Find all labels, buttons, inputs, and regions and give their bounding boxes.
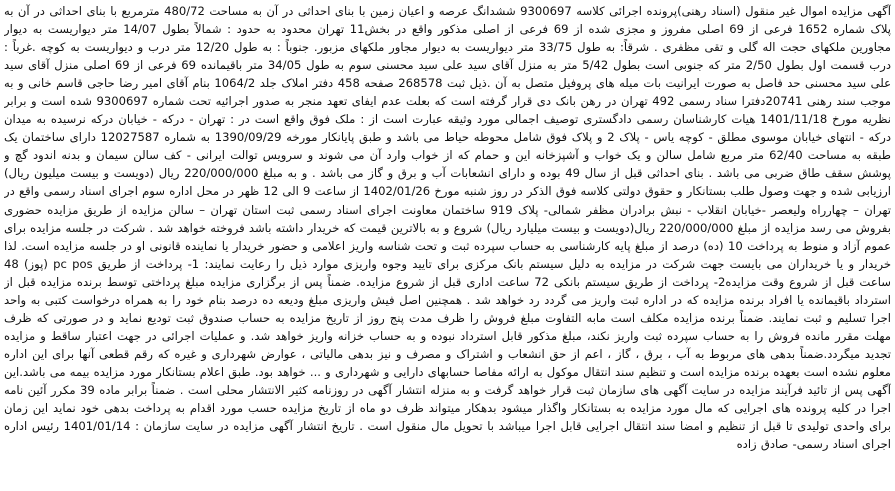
notice-body-text: آگهی مزایده اموال غیر منقول (اسناد رهنی)پرونده اجرائی کلاسه 9300697 ششدانگ عرصه و اعیان زمین با بنای احداثی در آن به مساحت 480/72 مترمربع با بنای احداثی در آن به پلاک شماره 1652 فرعی از 69 اصلی مفروز و مجزی شده از 69 فرعی از اصلی مذکور واقع در بخش11 تهران محدود به حدود : شمالاً بطول 14/07 متر دیواریست به دیوار مجاورین ملکهای حجت اله گلی و تقی مظفری . شرقاً: به طول 33/75 متر دیواریست به دیوار مجاور ملکهای مزبور. جنوباً : به طول 12/20 متر درب و دیواریست به کوچه .غرباً : درب قسمت اول بطول 2/50 متر که جنوبی است بطول 5/42 متر به منزل آقای سید علی سید محسنی سوم به طول 34/05 متر باقیمانده 69 فرعی از 69 اصلی منزل آقای سید علی سید محسنی حد فاصل به صورت ایرانیت بات میله های پروفیل متصل به آن .ذیل ثبت 268578 صفحه 458 دفتر املاک جلد 1064/2 بنام آقای امیر رضا حاجی قاسم خانی و به موجب سند رهنی 20741دفترا سناد رسمی 492 تهران در رهن بانک دی قرار گرفته است که بعلت عدم ایفای تعهد منجر به صدور اجرائیه تحت شماره 9300697 شده است و برابر نظریه مورخ 1401/11/18 هیات کارشناسان رسمی دادگستری توصیف اجمالی مورد وثیقه عبارت است از : ملک فوق واقع است در : تهران - درکه - خیابان درکه نرسیده به میدان درکه - انتهای خیابان موسوی مطلق - کوچه یاس - پلاک 2 و پلاک فوق شامل محوطه حیاط می باشد و طبق پایانکار مورخه 1390/09/29 به شماره 12027587 دارای ساختمان یک طبقه به مساحت 62/40 متر مربع شامل سالن و یک خواب و آشپزخانه این و حمام که از خواب وارد آن می شوند و سرویس توالت ایرانی - کف سالن سیمان و بدنه اندود گچ و پوشش سقف طاق ضربی می باشد . بنای احداثی قبل از سال 49 بوده و دارای انشعابات آب و برق و گاز می باشد . و به مبلغ 220/000/000 ریال (دویست و بیست میلیون ریال) ارزیابی شده و جهت وصول طلب بستانکار و حقوق دولتی کلاسه فوق الذکر در روز شنبه مورخ 1402/01/26 از ساعت 9 الی 12 ظهر در محل اداره سوم اجرای اسناد رسمی واقع در تهران – چهارراه ولیعصر -خیابان انقلاب - نبش برادران مظفر شمالی- پلاک 919 ساختمان معاونت اجرای اسناد رسمی ثبت استان تهران – سالن مزایده از طریق مزایده حضوری بفروش می رسد مزایده از مبلغ 220/000/000 ریال(دویست و بیست میلیارد ریال) شروع و به بالاترین قیمت که خریدار داشته باشد فروخته خواهد شد . شرکت در جلسه مزایده برای عموم آزاد و منوط به پرداخت 10 (ده) درصد از مبلغ پایه کارشناسی به حساب سپرده ثبت و تحت شناسه واریز اعلامی و حضور خریدار یا نماینده قانونی او در جلسه مزایده است. لذا خریدار و یا خریداران می بایست جهت شرکت در مزایده به دلیل سیستم بانک مرکزی برای تایید وجوه واریزی موارد ذیل را رعایت نمایند: 1- پرداخت از طریق pc pos (پوز) 48 ساعت قبل از شروع وقت مزایده2- پرداخت از طریق سیستم بانکی 72 ساعت اداری قبل از شروع مزایده. ضمناً پس از برگزاری مزایده مبلغ پرداختی توسط برنده مزایده قبل از استرداد باقیمانده یا افراد برنده مزایده که در اداره ثبت واریز می گردد رد خواهد شد . همچنین اصل فیش واریزی مبلغ ودیعه ده درصد بنام خود را به همراه درخواست کتبی به واحد اجرا تسلیم و ثبت نمایند. ضمناً برنده مزایده مکلف است مابه التفاوت مبلغ فروش را ظرف مدت پنج روز از تاریخ مزایده به حساب صندوق ثبت تودیع نماید و در صورتی که ظرف مهلت مقرر مانده فروش را به حساب سپرده ثبت واریز نکند، مبلغ مذکور قابل استرداد نبوده و به حساب خزانه واریز خواهد شد. و عملیات اجرائی در جهت اعتبار ساقط و مزایده تجدید میگردد.ضمناً بدهی های مربوط به آب ، برق ، گاز ، اعم از حق انشعاب و اشتراک و مصرف و نیز بدهی مالیاتی ، عوارض شهرداری و غیره که رقم قطعی آنها برای این اداره معلوم نشده است بعهده برنده مزایده است و تنظیم سند انتقال موکول به ارائه مفاصا حسابهای دارایی و شهرداری و ... خواهد بود. طبق اعلام بستانکار مورد مزایده بیمه می باشد.این آگهی پس از تائید فرآیند مزایده در سایت آگهی های سازمان ثبت قرار خواهد گرفت و به منزله انتشار آگهی در روزنامه کثیر الانتشار محلی است . ضمناً برابر ماده 39 مکرر آئین نامه اجرا در کلیه پرونده های اجرایی که مال مورد مزایده به بستانکار واگذار میشود بدهکار میتواند ظرف دو ماه از تاریخ مزایده حسب مورد اقدام به پرداخت بدهی خود نماید این زمان برای واحدی تولیدی تا قبل از تنظیم و امضا سند انتقال اجرایی قابل اجرا میباشد با تحویل مال منقول است . تاریخ انتشار آگهی مزایده در سایت سازمان : 1401/01/14 رئیس اداره اجرای اسناد رسمی- صادق زاده — [4, 4, 891, 452]
auction-notice — [4, 2, 891, 489]
